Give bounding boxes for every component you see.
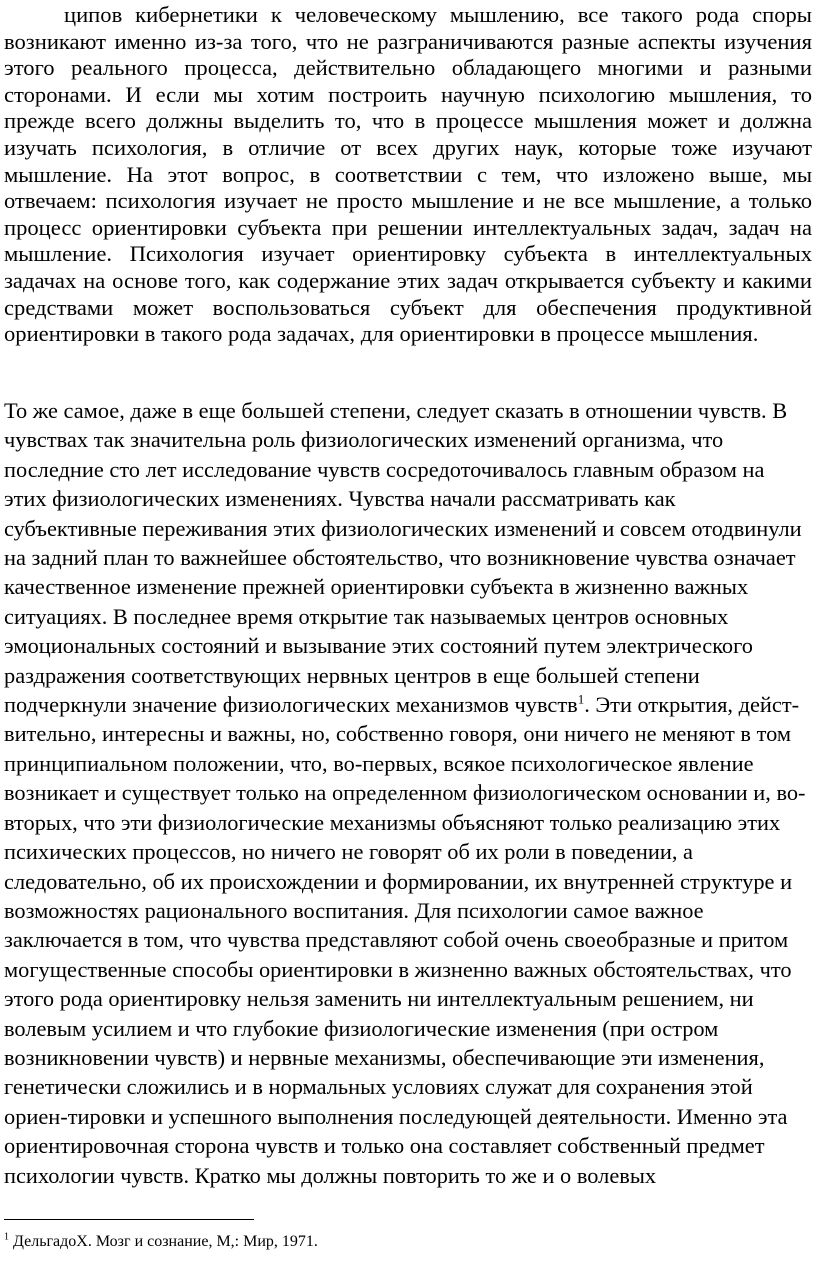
footnote-text: ДельгадоХ. Мозг и сознание, М,: Мир, 1971. bbox=[9, 1233, 318, 1250]
footnote-number: 1 bbox=[4, 1231, 9, 1243]
footnote-reference[interactable]: 1 bbox=[577, 691, 585, 707]
paragraph-feelings-text-end: . Эти открытия, дейст-вительно, интересны и важны, но, собственно говоря, они ничего не меняют в том принципиальном положении, что, во-первых, всякое психологическое явление возникает и существует только на определенном физиологическом основании и, во-вторых, что эти физиологические механизмы объясняют только реализацию этих психических процессов, но ничего не говорят об их роли в поведении, а следовательно, об их происхождении и формировании, их внутренней структуре и возможностях рационального воспитания. Для психологии самое важное заключается в том, что чувства представляют собой очень своеобразные и притом могущественные способы ориентировки в жизненно важных обстоятельствах, что этого рода ориентировку нельзя заменить ни интеллектуальным решением, ни волевым усилием и что глубокие физиологические изменения (при остром возникновении чувств) и нервные механизмы, обеспечивающие эти изменения, генетически сложились и в нормальных условиях служат для сохранения этой ориен-тировки и успешного выполнения последующей деятельности. Именно эта ориентировочная сторона чувств и только она составляет собственный предмет психологии чувств. Кратко мы должны повторить то же и о волевых bbox=[4, 692, 806, 1188]
footnote bbox=[4, 1232, 812, 1252]
paragraph-feelings-text-start: То же самое, даже в еще большей степени, следует сказать в отношении чувств. В чувствах так значительна роль физиологических изменений организма, что последние сто лет исследование чувств сосредоточивалось главным образом на этих физиологических изменениях. Чувства начали рассматривать как субъективные переживания этих физиологических изменений и совсем отодвинули на задний план то важнейшее обстоятельство, что возникновение чувства означает качественное изменение прежней ориентировки субъекта в жизненно важных ситуациях. В последнее время открытие так называемых центров основных эмоциональных состояний и вызывание этих состояний путем электрического раздражения соответствующих нервных центров в еще большей степени подчеркнули значение физиологических механизмов чувств bbox=[4, 398, 802, 718]
paragraph-thinking: ципов кибернетики к человеческому мышлению, все такого рода споры возникают именно из-за того, что не разграничиваются разные аспекты изучения этого реального процесса, действительно обладающего многими и разными сторонами. И если мы хотим построить научную психологию мышления, то прежде всего должны выделить то, что в процессе мышления может и должна изучать психология, в отличие от всех других наук, которые тоже изучают мышление. На этот вопрос, в соответствии с тем, что изложено выше, мы отвечаем: психология изучает не просто мышление и не все мышление, а только процесс ориентировки субъекта при решении интеллектуальных задач, задач на мышление. Психология изучает ориентировку субъекта в интеллектуальных задачах на основе того, как содержание этих задач открывается субъекту и какими средствами может воспользоваться субъект для обеспечения продуктивной ориентировки в такого рода задачах, для ориентировки в процессе мышления. bbox=[4, 2, 812, 347]
footnote-divider bbox=[4, 1219, 254, 1220]
paragraph-feelings bbox=[4, 396, 812, 1190]
